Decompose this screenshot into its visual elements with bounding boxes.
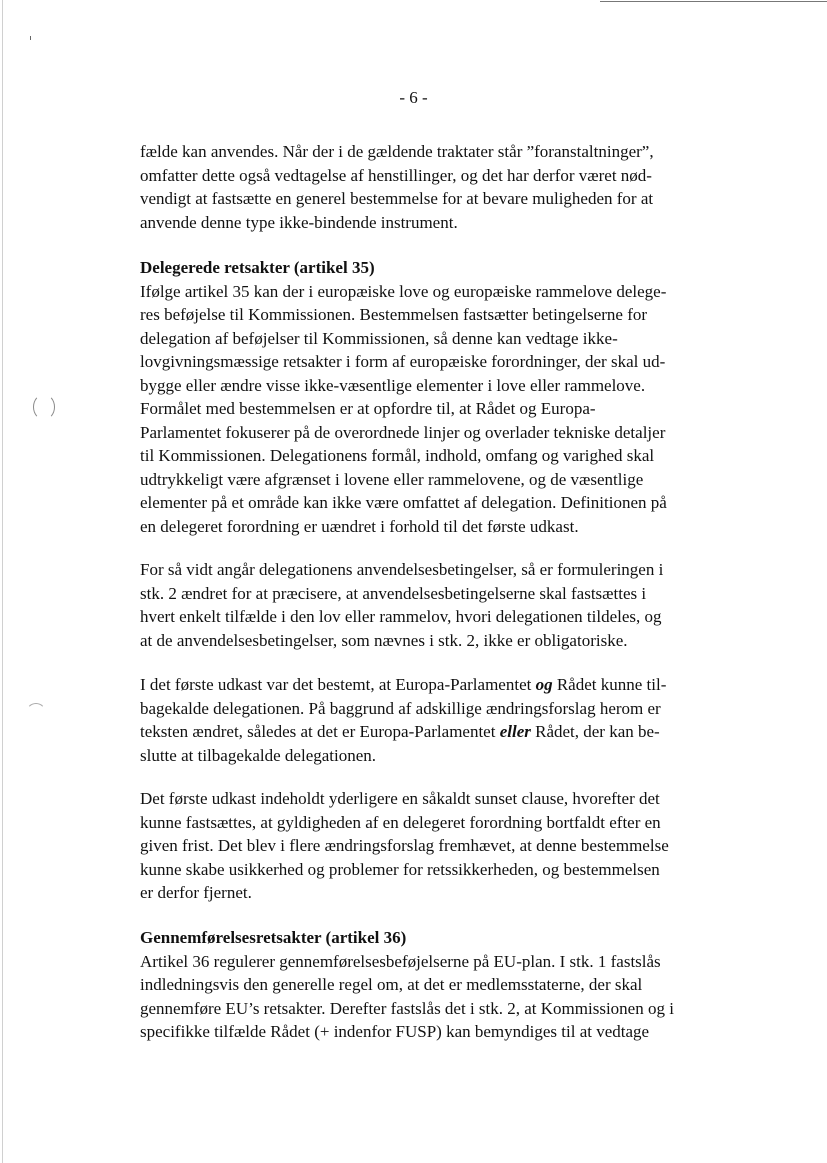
text-line: en delegeret forordning er uændret i forhold til det første udkast.: [140, 516, 579, 536]
text-line: stk. 2 ændret for at præcisere, at anvendelsesbetingelserne skal fastsættes i: [140, 583, 647, 603]
text-segment: Rådet, der kan be-: [530, 722, 660, 741]
emphasis-eller: eller: [499, 722, 531, 741]
text-line: Det første udkast indeholdt yderligere en såkaldt sunset clause, hvorefter det: [140, 789, 660, 808]
text-line: anvende denne type ikke-bindende instrument.: [140, 212, 458, 232]
text-line: hvert enkelt tilfælde i den lov eller rammelov, hvori delegationen tildeles, og: [140, 607, 662, 626]
section-heading: Gennemførelsesretsakter (artikel 36): [140, 928, 407, 947]
paragraph-sunset: [140, 787, 740, 905]
text-line: res beføjelse til Kommissionen. Bestemmelsen fastsætter betingelserne for: [140, 305, 648, 324]
text-line: given frist. Det blev i flere ændringsforslag fremhævet, at denne bestemmelse: [140, 836, 669, 855]
text-line: specifikke tilfælde Rådet (+ indenfor FUSP) kan bemyndiges til at vedtage: [140, 1022, 650, 1041]
text-line: delegation af beføjelser til Kommissionen, så denne kan vedtage ikke-: [140, 328, 618, 348]
text-line: indledningsvis den generelle regel om, at det er medlemsstaterne, der skal: [140, 975, 643, 994]
text-line: slutte at tilbagekalde delegationen.: [140, 745, 377, 765]
text-line: Formålet med bestemmelsen er at opfordre til, at Rådet og Europa-: [140, 399, 596, 418]
text-segment: Rådet kunne til-: [552, 675, 667, 694]
punch-hole-mark: [33, 394, 55, 420]
text-line: Artikel 36 regulerer gennemførelsesbeføjelserne på EU-plan. I stk. 1 fastslås: [140, 951, 661, 971]
text-segment: teksten ændret, således at det er Europa-Parlamentet: [140, 722, 500, 741]
section-delegated-acts: [140, 256, 740, 538]
text-segment: I det første udkast var det bestemt, at Europa-Parlamentet: [140, 675, 536, 694]
section-implementing-acts: [140, 926, 740, 1044]
text-line: For så vidt angår delegationens anvendelsesbetingelser, så er formuleringen i: [140, 560, 664, 579]
text-line: lovgivningsmæssige retsakter i form af europæiske forordninger, der skal ud-: [140, 352, 666, 371]
text-line: at de anvendelsesbetingelser, som nævnes i stk. 2, ikke er obligatoriske.: [140, 630, 628, 650]
text-line: bagekalde delegationen. På baggrund af adskillige ændringsforslag herom er: [140, 698, 661, 718]
text-line: er derfor fjernet.: [140, 883, 252, 902]
scan-edge-top: [600, 1, 827, 2]
paragraph-conditions: [140, 558, 740, 652]
emphasis-og: og: [535, 675, 553, 694]
text-line: fælde kan anvendes. Når der i de gældende traktater står ”foranstaltninger”,: [140, 142, 654, 161]
text-line: gennemføre EU’s retsakter. Derefter fastslås det i stk. 2, at Kommissionen og i: [140, 998, 674, 1018]
text-line: til Kommissionen. Delegationens formål, indhold, omfang og varighed skal: [140, 446, 655, 465]
text-line: Ifølge artikel 35 kan der i europæiske love og europæiske rammelove delege-: [140, 281, 667, 301]
text-line: elementer på et område kan ikke være omfattet af delegation. Definitionen på: [140, 493, 667, 512]
paragraph-revocation: [140, 673, 740, 767]
text-line: vendigt at fastsætte en generel bestemmelse for at bevare muligheden for at: [140, 189, 654, 208]
text-line: omfatter dette også vedtagelse af henstillinger, og det har derfor været nød-: [140, 165, 652, 185]
paragraph-intro: [140, 140, 740, 234]
scan-edge-left: [2, 0, 3, 1163]
text-line: bygge eller ændre visse ikke-væsentlige elementer i love eller rammelove.: [140, 375, 646, 395]
text-line: Parlamentet fokuserer på de overordnede linjer og overlader tekniske detaljer: [140, 422, 666, 442]
text-line: udtrykkeligt være afgrænset i lovene eller rammelovene, og de væsentlige: [140, 469, 644, 489]
page-number: - 6 -: [399, 88, 428, 107]
text-line: kunne skabe usikkerhed og problemer for retssikkerheden, og bestemmelsen: [140, 859, 660, 879]
text-line: kunne fastsættes, at gyldigheden af en delegeret forordning bortfaldt efter en: [140, 812, 661, 832]
scan-mark: [30, 36, 31, 40]
text-line: [140, 720, 740, 744]
text-line: [140, 673, 740, 697]
section-heading: Delegerede retsakter (artikel 35): [140, 258, 375, 277]
punch-hole-mark: [26, 703, 46, 723]
